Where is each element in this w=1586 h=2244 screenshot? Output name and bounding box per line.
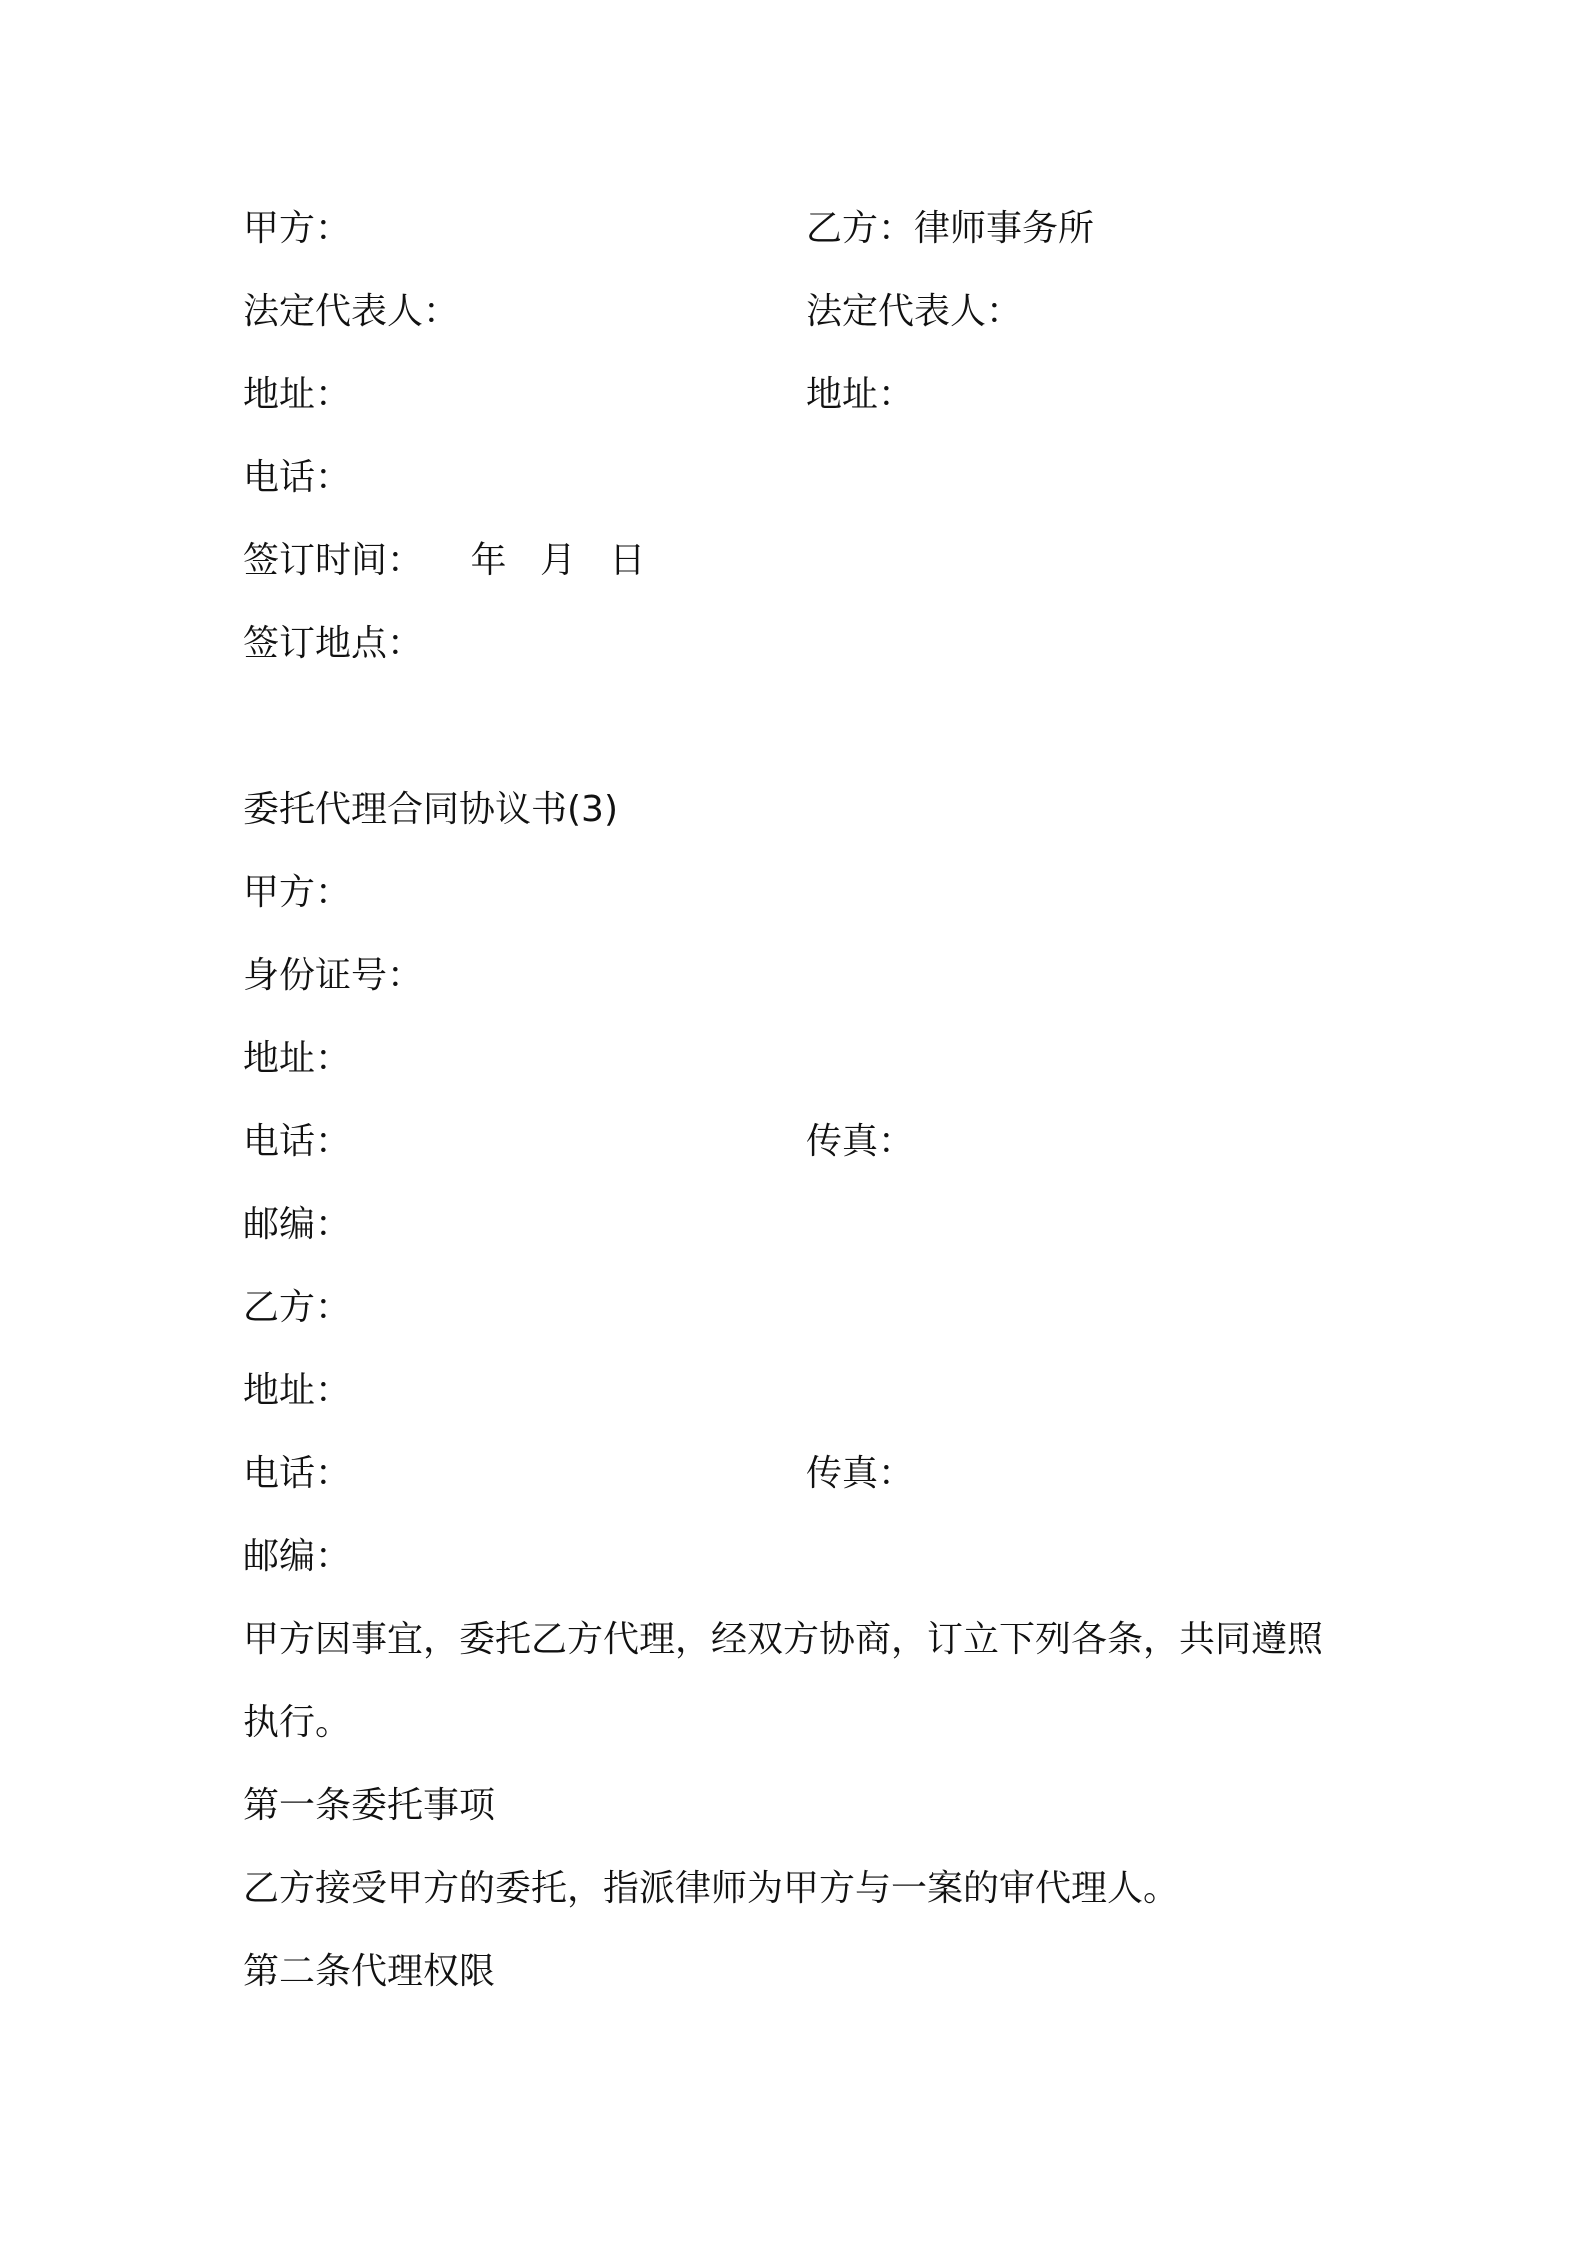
- phone-row: [243, 456, 351, 500]
- party-a2-label: 甲方：: [243, 872, 352, 913]
- fax-a2-label: 传真：: [806, 1121, 915, 1162]
- address-b2-label: 地址：: [243, 1370, 352, 1411]
- legal-rep-b-label: 法定代表人：: [806, 291, 1023, 332]
- intro-paragraph-line1: 甲方因事宜，委托乙方代理，经双方协商，订立下列各条，共同遵照: [243, 1619, 1324, 1660]
- phone-b2-label: 电话：: [243, 1453, 352, 1494]
- year-label: 年: [470, 540, 507, 581]
- id-number-label: 身份证号：: [243, 955, 424, 996]
- address-a-label: 地址：: [243, 374, 352, 415]
- article1-body: 乙方接受甲方的委托，指派律师为甲方与一案的审代理人。: [243, 1868, 1180, 1909]
- postcode-b2-label: 邮编：: [243, 1536, 352, 1577]
- month-label: 月: [539, 540, 576, 581]
- sign-place-label: 签订地点：: [243, 623, 424, 664]
- contract-title: 委托代理合同协议书(3): [243, 789, 618, 830]
- legal-rep-a-label: 法定代表人：: [243, 291, 460, 332]
- day-label: 日: [609, 540, 646, 581]
- phone-fax-a-row: [243, 1120, 915, 1164]
- sign-place-row: [243, 622, 423, 666]
- fax-b2-label: 传真：: [806, 1453, 915, 1494]
- party-b2-label: 乙方：: [243, 1287, 352, 1328]
- article2-title: 第二条代理权限: [243, 1951, 496, 1992]
- party-a-label: 甲方：: [243, 208, 352, 249]
- phone-fax-b-row: [243, 1452, 915, 1496]
- legal-rep-row: [243, 290, 1023, 334]
- address-a2-label: 地址：: [243, 1038, 352, 1079]
- intro-paragraph-line2: 执行。: [243, 1702, 352, 1743]
- party-b-label: 乙方：律师事务所: [806, 208, 1095, 249]
- article1-title: 第一条委托事项: [243, 1785, 496, 1826]
- postcode-a2-label: 邮编：: [243, 1204, 352, 1245]
- phone-label: 电话：: [243, 457, 352, 498]
- party-row: [243, 207, 1095, 251]
- address-row: [243, 373, 915, 417]
- address-b-label: 地址：: [806, 374, 915, 415]
- phone-a2-label: 电话：: [243, 1121, 352, 1162]
- sign-time-label: 签订时间：: [243, 540, 424, 581]
- sign-time-row: [243, 539, 645, 583]
